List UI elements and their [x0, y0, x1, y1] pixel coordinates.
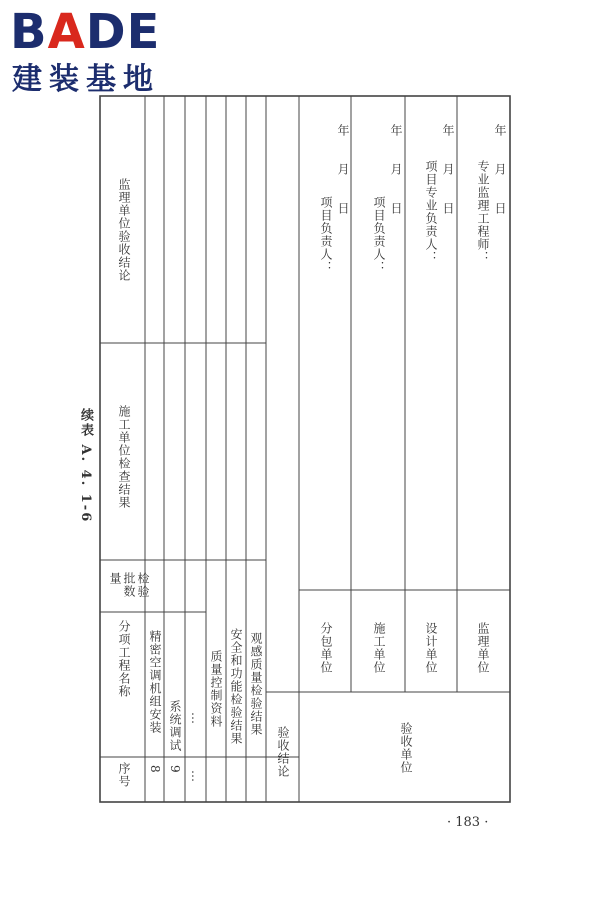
designer-date: 年 月 日 [441, 124, 455, 215]
row-more-name: … [189, 712, 203, 725]
header-batch: 检验批数量 [108, 572, 150, 598]
appearance-label: 观感质量检验结果 [249, 632, 263, 736]
quality-docs-label: 质量控制资料 [209, 650, 223, 728]
header-seq: 序号 [117, 762, 131, 788]
header-name: 分项工程名称 [117, 620, 131, 698]
row-8-name: 精密空调机组安装 [148, 630, 162, 734]
row-9-name: 系统调试 [168, 700, 182, 752]
subcontractor-signature: 项目负责人： [319, 196, 333, 274]
unit-designer: 设计单位 [424, 622, 438, 674]
unit-subcontractor: 分包单位 [319, 622, 333, 674]
header-result: 施工单位检查结果 [117, 405, 131, 509]
logo-subtitle: 建装基地 [12, 62, 160, 97]
page-number: · 183 · [447, 815, 489, 830]
row-9-seq: 9 [168, 765, 182, 774]
subcontractor-date: 年 月 日 [336, 124, 350, 215]
supervisor-signature: 专业监理工程师： [476, 160, 490, 264]
row-more-seq: … [189, 770, 203, 783]
acceptance-label: 验收结论 [276, 726, 290, 778]
contractor-signature: 项目负责人： [372, 196, 386, 274]
safety-label: 安全和功能检验结果 [229, 628, 243, 745]
contractor-date: 年 月 日 [389, 124, 403, 215]
designer-signature: 项目专业负责人： [424, 160, 438, 264]
table-caption: 续表 A. 4. 1-6 [78, 408, 93, 524]
header-conclusion: 监理单位验收结论 [117, 178, 131, 282]
unit-supervisor: 监理单位 [476, 622, 490, 674]
supervisor-date: 年 月 日 [493, 124, 507, 215]
row-8-seq: 8 [148, 765, 162, 774]
units-label: 验收单位 [399, 722, 413, 774]
logo-wordmark: BADE [10, 4, 161, 60]
unit-contractor: 施工单位 [372, 622, 386, 674]
